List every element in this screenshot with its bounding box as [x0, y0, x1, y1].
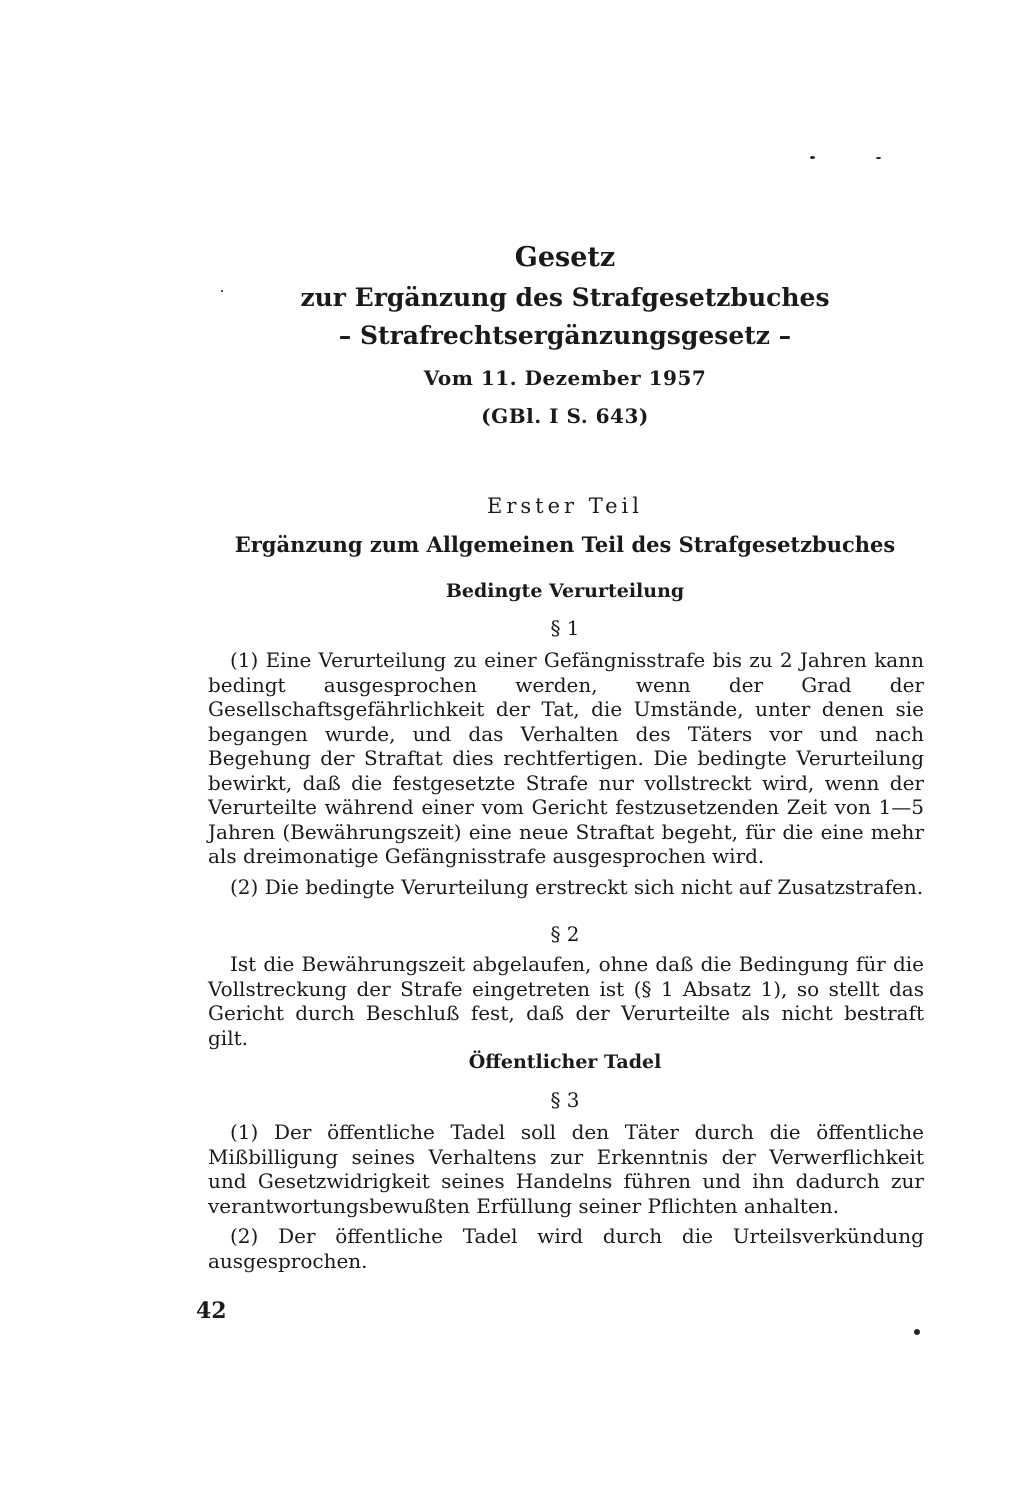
clause: Ist die Bewährungszeit abgelaufen, ohne daß die Bedingung für die Vollstreckung der Strafe eingetreten ist (§ 1 Absatz 1), so stellt das Gericht durch Beschluß fest, daß der Verurteilte als nicht bestraft gilt.	[208, 952, 924, 1050]
part-label: Erster Teil	[487, 494, 643, 518]
law-source: (GBl. I S. 643)	[481, 404, 649, 428]
paragraph-body	[208, 952, 924, 1050]
clause: (1) Der öffentliche Tadel soll den Täter durch die öffentliche Mißbilligung seines Verhaltens zur Erkenntnis der Verwerflichkeit und Gesetzwidrigkeit seines Handelns führen und ihn dadurch zur verantwortungsbewußten Erfüllung seiner Pflichten anhalten.	[208, 1120, 924, 1218]
law-date: Vom 11. Dezember 1957	[423, 366, 707, 390]
clause: (2) Der öffentliche Tadel wird durch die Urteilsverkündung ausgesprochen.	[208, 1224, 924, 1273]
clause: (2) Die bedingte Verurteilung erstreckt sich nicht auf Zusatzstrafen.	[230, 874, 924, 899]
law-short-title: – Strafrechtsergänzungsgesetz –	[338, 321, 792, 350]
scan-speck	[876, 157, 881, 159]
scan-speck	[914, 1329, 920, 1335]
clause: (1) Eine Verurteilung zu einer Gefängnisstrafe bis zu 2 Jahren kann bedingt ausgesprochen werden, wenn der Grad der Gesellschaftsgefährlichkeit der Tat, die Umstände, unter denen sie begangen wurde, und das Verhalten des Täters vor und nach Begehung der Straftat dies rechtfertigen. Die bedingte Verurteilung bewirkt, daß die festgesetzte Strafe nur vollstreckt wird, wenn der Verurteilte während einer vom Gericht festzusetzenden Zeit von 1—5 Jahren (Bewährungszeit) eine neue Straftat begeht, für die eine mehr als dreimonatige Gefängnisstrafe ausgesprochen wird.	[208, 648, 924, 868]
paragraph-body	[208, 648, 924, 899]
paragraph-number: § 3	[550, 1088, 580, 1112]
law-title: Gesetz	[514, 242, 616, 273]
section-heading: Bedingte Verurteilung	[445, 580, 685, 602]
law-subtitle: zur Ergänzung des Strafgesetzbuches	[300, 283, 830, 312]
scan-speck	[221, 290, 223, 292]
scan-speck	[810, 156, 815, 159]
paragraph-body	[208, 1120, 924, 1273]
section-heading: Öffentlicher Tadel	[468, 1051, 662, 1073]
paragraph-number: § 2	[550, 922, 580, 946]
page-number: 42	[196, 1298, 227, 1324]
part-title: Ergänzung zum Allgemeinen Teil des Strafgesetzbuches	[234, 532, 896, 557]
paragraph-number: § 1	[550, 616, 580, 640]
